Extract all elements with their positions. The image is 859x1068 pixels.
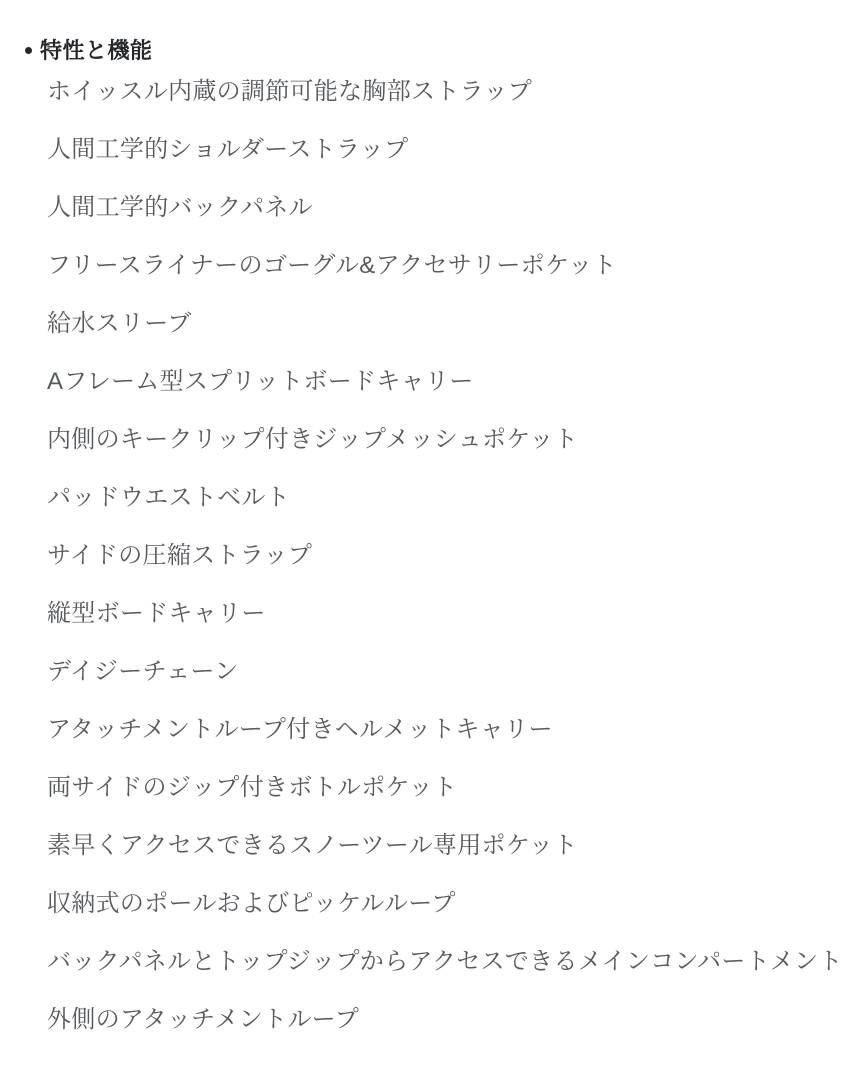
feature-item: デイジーチェーン (47, 658, 239, 685)
bullet-icon (25, 47, 32, 54)
feature-item: 収納式のポールおよびピッケルループ (47, 890, 456, 917)
feature-item: パッドウエストベルト (47, 484, 290, 511)
feature-item: フリースライナーのゴーグル&アクセサリーポケット (47, 252, 617, 279)
feature-item: アタッチメントループ付きヘルメットキャリー (47, 716, 553, 743)
feature-item: 素早くアクセスできるスノーツール専用ポケット (47, 832, 578, 859)
feature-item: 人間工学的バックパネル (47, 194, 313, 221)
features-list (0, 38, 849, 1032)
features-heading: 特性と機能 (40, 38, 153, 63)
feature-item: 人間工学的ショルダーストラップ (47, 136, 409, 163)
feature-item: Aフレーム型スプリットボードキャリー (47, 368, 474, 395)
feature-item: 両サイドのジップ付きボトルポケット (47, 774, 458, 801)
feature-lines (47, 80, 849, 1032)
feature-item: サイドの圧縮ストラップ (47, 542, 313, 569)
feature-item: 縦型ボードキャリー (47, 600, 266, 627)
feature-item: バックパネルとトップジップからアクセスできるメインコンパートメント (47, 948, 843, 975)
feature-item: 外側のアタッチメントループ (47, 1006, 360, 1033)
feature-item: 内側のキークリップ付きジップメッシュポケット (47, 426, 578, 453)
features-list-item (40, 38, 849, 1032)
feature-item: ホイッスル内蔵の調節可能な胸部ストラップ (47, 78, 533, 105)
feature-item: 給水スリーブ (47, 310, 192, 337)
